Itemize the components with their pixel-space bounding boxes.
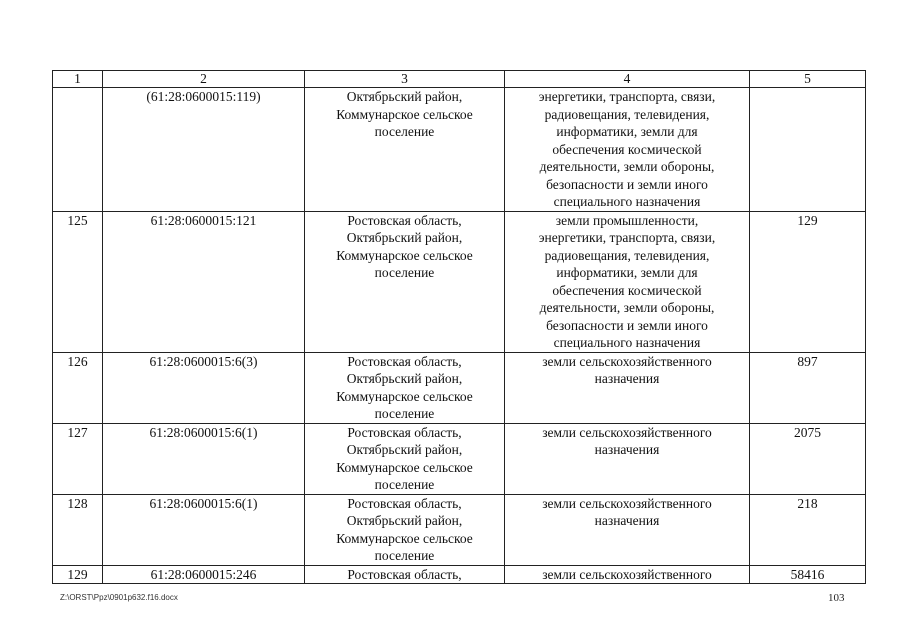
address-cell-line: Октябрьский район, (346, 371, 463, 386)
address-cell-line: Ростовская область, (347, 424, 462, 440)
land-category-cell-line: земли сельскохозяйственного (542, 495, 712, 511)
address-cell-line: Ростовская область, (347, 495, 462, 511)
address-cell-line: Октябрьский район, (346, 513, 463, 528)
land-category-cell (505, 423, 750, 494)
address-cell-line: Октябрьский район, (346, 442, 463, 457)
address-cell-line: Ростовская область, (347, 566, 462, 582)
cadastral-number-cell: 61:28:0600015:6(3) (103, 352, 305, 423)
land-category-cell (505, 88, 750, 212)
land-category-cell-line: назначения (594, 442, 660, 457)
area-cell (750, 88, 866, 212)
land-category-cell (505, 352, 750, 423)
land-plots-table (52, 70, 866, 584)
land-category-cell (505, 565, 750, 584)
address-cell-line: поселение (374, 406, 435, 421)
address-cell-line: Ростовская область, (347, 353, 462, 369)
table-row (53, 211, 866, 352)
area-cell: 129 (750, 211, 866, 352)
land-category-cell-line: энергетики, транспорта, связи, (538, 89, 716, 104)
address-cell-line: Коммунарское сельское (336, 247, 473, 263)
header-cell-1: 1 (53, 71, 103, 88)
address-cell-line: поселение (374, 548, 435, 563)
address-cell (305, 352, 505, 423)
address-cell-line: поселение (374, 477, 435, 492)
land-category-cell-line: радиовещания, телевидения, (544, 247, 710, 263)
header-cell-5: 5 (750, 71, 866, 88)
land-category-cell-line: назначения (594, 371, 660, 386)
table-body (53, 71, 866, 584)
row-number-cell (53, 88, 103, 212)
land-category-cell-line: специального назначения (553, 194, 701, 209)
land-category-cell-line: земли сельскохозяйственного (542, 424, 712, 440)
header-cell-2: 2 (103, 71, 305, 88)
cadastral-number-cell: 61:28:0600015:6(1) (103, 423, 305, 494)
land-category-cell-line: деятельности, земли обороны, (539, 300, 715, 315)
land-category-cell-line: безопасности и земли иного (546, 176, 708, 192)
land-category-cell-line: энергетики, транспорта, связи, (538, 230, 716, 245)
header-cell-3: 3 (305, 71, 505, 88)
table-row (53, 565, 866, 584)
row-number-cell: 127 (53, 423, 103, 494)
address-cell (305, 211, 505, 352)
land-category-cell-line: безопасности и земли иного (546, 317, 708, 333)
address-cell (305, 423, 505, 494)
land-category-cell (505, 494, 750, 565)
row-number-cell: 125 (53, 211, 103, 352)
area-cell: 218 (750, 494, 866, 565)
land-category-cell-line: обеспечения космической (552, 141, 702, 157)
table-header-row (53, 71, 866, 88)
address-cell (305, 88, 505, 212)
document-file-path: Z:\ORST\Ppz\0901p632.f16.docx (60, 593, 178, 602)
land-category-cell-line: специального назначения (553, 335, 701, 350)
address-cell (305, 494, 505, 565)
address-cell-line: поселение (374, 124, 435, 139)
cadastral-number-cell: 61:28:0600015:121 (103, 211, 305, 352)
address-cell-line: Октябрьский район, (346, 230, 463, 245)
cadastral-number-cell: 61:28:0600015:6(1) (103, 494, 305, 565)
address-cell-line: Коммунарское сельское (336, 388, 473, 404)
address-cell-line: Коммунарское сельское (336, 106, 473, 122)
address-cell (305, 565, 505, 584)
table-row (53, 423, 866, 494)
area-cell: 58416 (750, 565, 866, 584)
page-number: 103 (828, 592, 845, 604)
address-cell-line: Ростовская область, (347, 212, 462, 228)
area-cell: 2075 (750, 423, 866, 494)
table-row (53, 88, 866, 212)
row-number-cell: 126 (53, 352, 103, 423)
row-number-cell: 128 (53, 494, 103, 565)
cadastral-number-cell: 61:28:0600015:246 (103, 565, 305, 584)
area-cell: 897 (750, 352, 866, 423)
address-cell-line: Октябрьский район, (346, 89, 463, 104)
land-category-cell-line: деятельности, земли обороны, (539, 159, 715, 174)
header-cell-4: 4 (505, 71, 750, 88)
cadastral-number-cell: (61:28:0600015:119) (103, 88, 305, 212)
address-cell-line: поселение (374, 265, 435, 280)
land-category-cell-line: информатики, земли для (556, 265, 698, 280)
table-row (53, 494, 866, 565)
row-number-cell: 129 (53, 565, 103, 584)
land-category-cell-line: земли сельскохозяйственного (542, 353, 712, 369)
land-category-cell-line: информатики, земли для (556, 124, 698, 139)
land-category-cell (505, 211, 750, 352)
table-row (53, 352, 866, 423)
land-category-cell-line: обеспечения космической (552, 282, 702, 298)
land-category-cell-line: земли промышленности, (555, 212, 699, 228)
address-cell-line: Коммунарское сельское (336, 459, 473, 475)
land-category-cell-line: земли сельскохозяйственного (542, 566, 712, 582)
address-cell-line: Коммунарское сельское (336, 530, 473, 546)
land-category-cell-line: назначения (594, 513, 660, 528)
land-category-cell-line: радиовещания, телевидения, (544, 106, 710, 122)
